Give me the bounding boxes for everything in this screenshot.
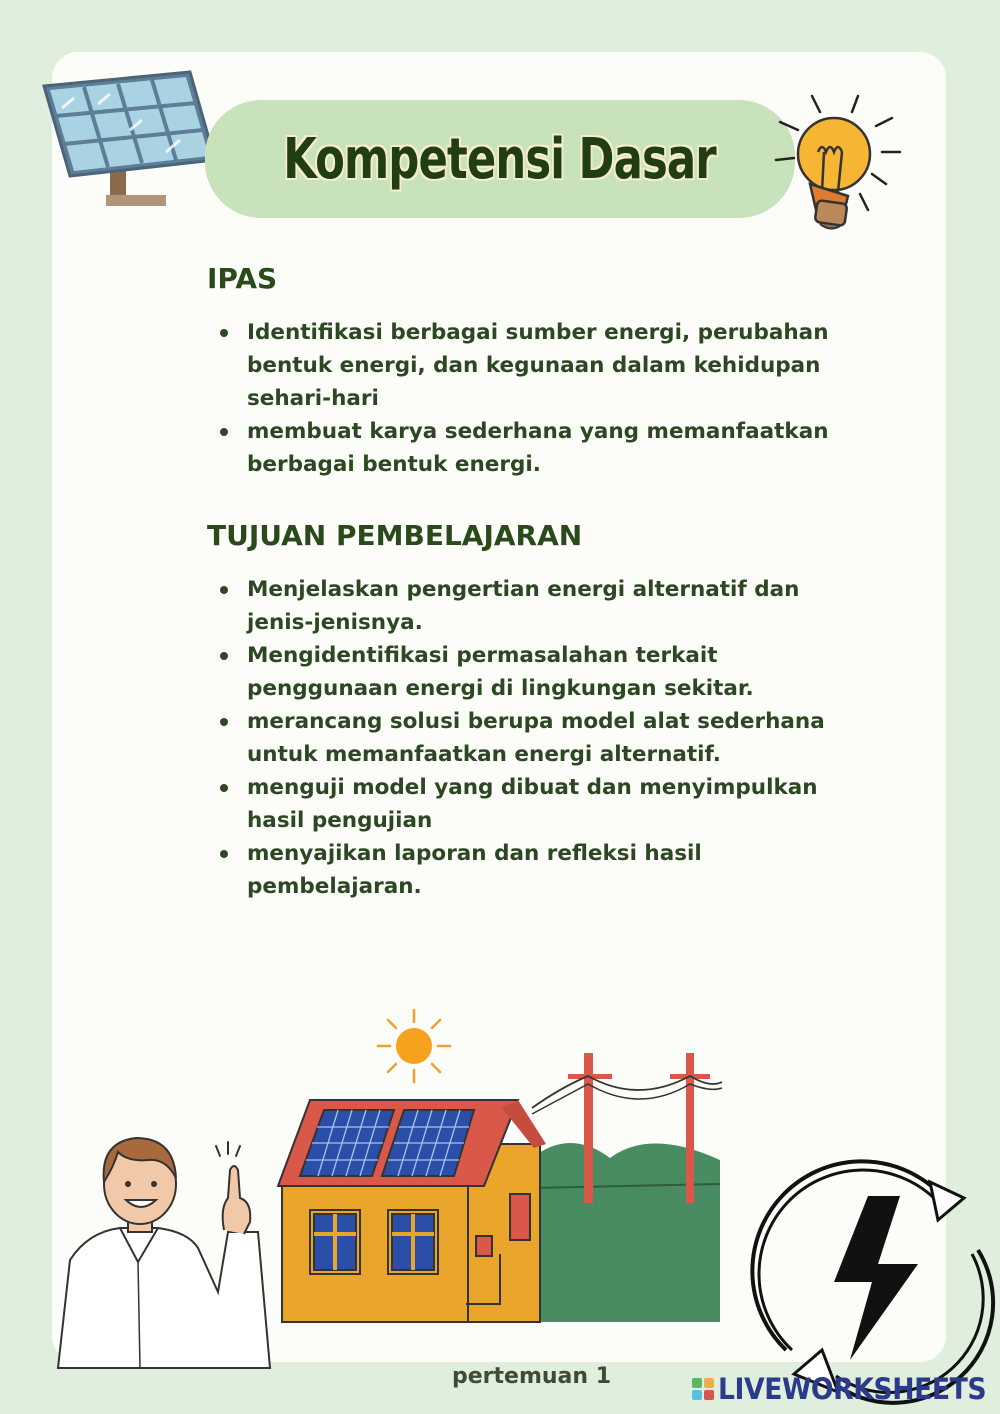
light-bulb-icon: [776, 92, 916, 237]
section-heading-tujuan: TUJUAN PEMBELAJARAN: [207, 519, 583, 552]
title-banner: [205, 100, 795, 218]
section-heading-ipas: IPAS: [207, 262, 278, 295]
list-item: merancang solusi berupa model alat sederhana untuk memanfaatkan energi alternatif.: [218, 705, 858, 771]
list-item: Identifikasi berbagai sumber energi, perubahan bentuk energi, dan kegunaan dalam kehidupan sehari-hari: [218, 316, 858, 415]
tujuan-list: [218, 573, 858, 903]
energy-bolt-icon: [750, 1160, 1000, 1390]
person-pointing: [48, 1132, 278, 1368]
list-item: menyajikan laporan dan refleksi hasil pembelajaran.: [218, 837, 858, 903]
footer-text: pertemuan 1: [452, 1364, 612, 1389]
list-item: Mengidentifikasi permasalahan terkait penggunaan energi di lingkungan sekitar.: [218, 639, 858, 705]
list-item: menguji model yang dibuat dan menyimpulkan hasil pengujian: [218, 771, 858, 837]
page-title: Kompetensi Dasar: [283, 126, 717, 192]
liveworksheets-watermark: [692, 1372, 1000, 1406]
house-with-solar-panels: [270, 1048, 730, 1328]
liveworksheets-logo-icon: [692, 1378, 714, 1400]
solar-panel-icon: [40, 68, 230, 213]
list-item: membuat karya sederhana yang memanfaatkan berbagai bentuk energi.: [218, 415, 858, 481]
watermark-text: LIVEWORKSHEETS: [718, 1372, 987, 1406]
ipas-list: [218, 316, 858, 481]
list-item: Menjelaskan pengertian energi alternatif dan jenis-jenisnya.: [218, 573, 858, 639]
